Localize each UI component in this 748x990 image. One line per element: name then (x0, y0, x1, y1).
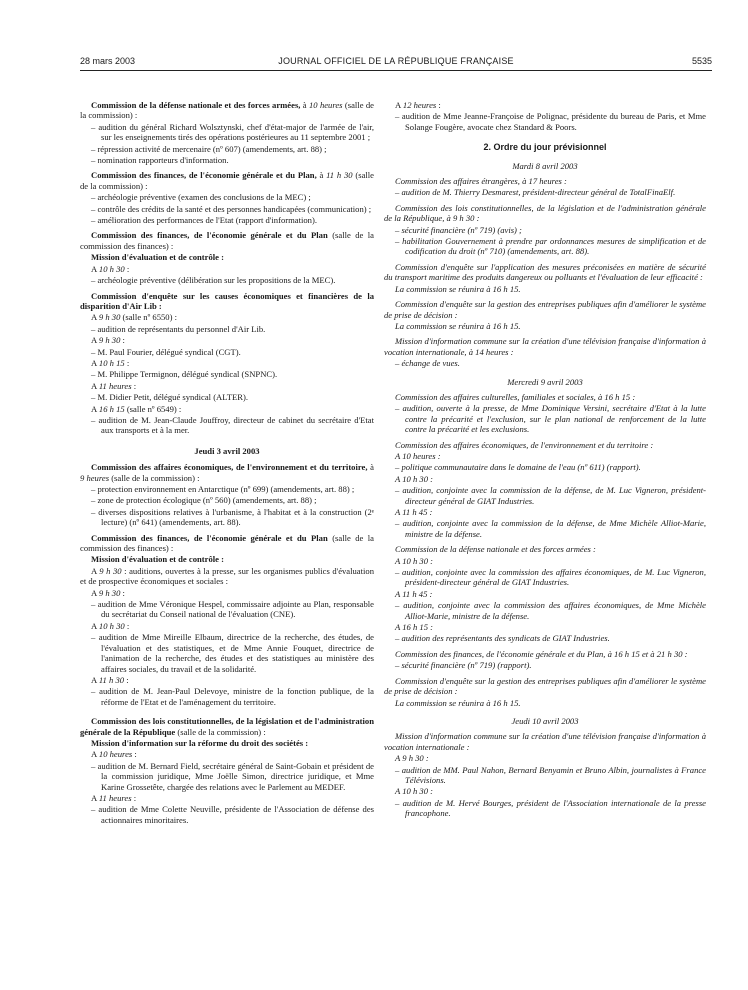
meeting-time: 10 heures (98, 749, 133, 760)
committee-heading: Commission d'enquête sur la gestion des entreprises publiques afin d'améliorer le système de prise de décision : (384, 675, 706, 697)
agenda-item: – amélioration des performances de l'Etat (rapport d'information). (91, 215, 317, 226)
committee-name: Commission des finances, de l'économie générale et du Plan (91, 230, 328, 241)
day-heading: Jeudi 3 avril 2003 (194, 445, 260, 456)
right-column (384, 100, 706, 820)
agenda-item: – audition, conjointe avec la commission des affaires économiques, de M. Luc Vigneron, président-directeur général de GIAT Industries. (395, 567, 706, 588)
meeting-note: La commission se réunira à 16 h 15. (395, 283, 521, 294)
committee-name: Commission des affaires économiques, de l'environnement et du territoire, (91, 462, 368, 473)
agenda-item: – sécurité financière (nº 719) (rapport). (395, 660, 532, 671)
committee-heading: Commission des affaires économiques, de l'environnement et du territoire : (395, 439, 654, 450)
agenda-item: – audition de MM. Paul Nahon, Bernard Benyamin et Bruno Albin, journalistes à France Télévisions. (395, 764, 706, 785)
meeting-time: A 10 h 30 : (395, 786, 434, 797)
agenda-item: – audition de M. Thierry Desmarest, président-directeur général de TotalFinaElf. (395, 187, 676, 198)
agenda-item: – audition de M. Jean-Claude Jouffroy, directeur de cabinet du secrétaire d'Etat aux transports et à la mer. (91, 414, 374, 436)
committee-heading: Commission des lois constitutionnelles, de la législation et de l'administration générale de la République, à 9 h 30 : (384, 202, 706, 224)
meeting-time: A 11 h 45 : (395, 588, 433, 599)
committee-heading: Commission des affaires étrangères, à 17 heures : (395, 176, 567, 187)
committee-heading: Mission d'information commune sur la création d'une télévision française d'information à vocation internationale : (384, 731, 706, 752)
meeting-time: 10 h 15 (98, 357, 125, 368)
agenda-item: – audition de Mme Mireille Elbaum, directrice de la recherche, des études, de l'évaluation et des statistiques, et de Mme Annie Fouquet, directrice de l'animation de la recherche, des études et des statistiques au ministère des affaires sociales, du travail et de la solidarité. (91, 632, 374, 674)
meeting-time: A 16 h 15 : (395, 622, 434, 633)
meeting-time: 12 heures (402, 100, 437, 110)
meeting-time: A 10 h 30 : (395, 473, 434, 484)
meeting-time: 16 h 15 (98, 403, 125, 414)
block-lois-constitutionnelles (384, 203, 706, 257)
meeting-time: 9 h 30 (98, 312, 121, 323)
agenda-item: – audition de représentants du personnel d'Air Lib. (91, 323, 266, 334)
agenda-item: – habilitation Gouvernement à prendre par ordonnances mesures de simplification et de codification du droit (nº 710) (amendements, art. 88). (395, 236, 706, 257)
agenda-item: – M. Philippe Termignon, délégué syndical (SNPNC). (91, 369, 278, 380)
agenda-item: – échange de vues. (395, 358, 460, 369)
day-heading: Jeudi 10 avril 2003 (511, 715, 579, 726)
meeting-time: 11 heures (98, 792, 132, 803)
mission-title: Mission d'information sur la réforme du droit des sociétés : (91, 737, 309, 748)
block-enquete-entreprises (384, 299, 706, 331)
agenda-item: – répression activité de mercenaire (nº 607) (amendements, art. 88) ; (91, 143, 327, 154)
agenda-item: – protection environnement en Antarctique (nº 699) (amendements, art. 88) ; (91, 484, 355, 494)
mission-title: Mission d'évaluation et de contrôle : (91, 252, 224, 263)
committee-name: Commission des finances, de l'économie générale et du Plan, (91, 170, 317, 181)
block-enquete-maritime (384, 262, 706, 294)
agenda-item: – audition du général Richard Wolsztynski, chef d'état-major de l'armée de l'air, sur les enseignements tirés des opérations postérieures au 11 septembre 2001 ; (91, 121, 374, 143)
committee-heading: Commission des finances, de l'économie générale et du Plan, à 16 h 15 et à 21 h 30 : (395, 648, 688, 659)
agenda-item: – audition, conjointe avec la commission de la défense, de M. Luc Vigneron, président-directeur général de GIAT Industries. (395, 485, 706, 506)
header-title: JOURNAL OFFICIEL DE LA RÉPUBLIQUE FRANÇAISE (278, 56, 514, 66)
block-air-lib: Commission d'enquête sur les causes économiques et financières de la disparition d'Air Lib : A 9 h 30 (salle nº 6550) : – audition de représentants du personnel d'Air Lib. A 9 h 30 : – M. Paul Fourier, délégué syndical (CGT). A 10 h 15 : – M. Philippe Termignon, délégué syndical (SNPNC). A 11 heures : – M. Didier Petit, délégué syndical (ALTER). A 16 h 15 (salle nº 6549) : – audition de M. Jean-Claude Jouffroy, directeur de cabinet du secrétaire d'Etat aux transports et à la mer. (80, 290, 374, 436)
agenda-item: – sécurité financière (nº 719) (avis) ; (395, 224, 522, 235)
agenda-item: – audition, conjointe avec la commission de la défense, de Mme Michèle Alliot-Marie, ministre de la défense. (395, 518, 706, 539)
meeting-time: A 10 h 30 : (395, 555, 434, 566)
block-finances-mec-2: Commission des finances, de l'économie générale et du Plan (salle de la commission des finances) : Mission d'évaluation et de contrôle : A 9 h 30 : auditions, ouvertes à la presse, sur les organismes publics d'évaluation et de prospective économiques et sociales : A 9 h 30 : – audition de Mme Véronique Hespel, commissaire adjointe au Plan, responsable du secrétariat du Conseil national de l'évaluation (CNE). A 10 h 30 : – audition de Mme Mireille Elbaum, directrice de la recherche, des études, de l'évaluation et des statistiques, et de Mme Annie Fouquet, directrice de l'animation de la recherche, des études et des statistiques au ministère des affaires sociales, du travail et de la solidarité. A 11 h 30 : – audition de M. Jean-Paul Delevoye, ministre de la fonction publique, de la réforme de l'Etat et de l'aménagement du territoire. (80, 532, 374, 707)
block-mission-television-2 (384, 731, 706, 818)
agenda-item: – audition de M. Bernard Field, secrétaire général de Saint-Gobain et président de la commission juridique, Mme Joëlle Simon, directrice juridique, et Mme Karine Grossetête, chargée des relations avec le Parlement au MEDEF. (91, 760, 374, 792)
block-affaires-economiques: Commission des affaires économiques, de l'environnement et du territoire, à 9 heures (salle de la commission) : – protection environnement en Antarctique (nº 699) (amendements, art. 88) ; – zone de protection écologique (nº 560) (amendements, art. 88) ; – diverses dispositions relatives à l'urbanisme, à l'habitat et à la construction (2ᵉ lecture) (nº 641) (amendements, art. 88). (80, 462, 374, 528)
block-continued: A 12 heures : – audition de Mme Jeanne-Françoise de Polignac, présidente du bureau de Paris, et Mme Solange Fougère, avocate chez Standard & Poors. (395, 100, 706, 132)
meeting-time: A 9 h 30 : (395, 753, 429, 764)
agenda-item: – audition, ouverte à la presse, de Mme Dominique Versini, secrétaire d'Etat à la lutte contre la précarité et l'exclusion, sur le plan national de renforcement de la lutte contre la précarité et les exclusions. (395, 403, 706, 435)
meeting-time: 10 h 30 (98, 620, 125, 631)
meeting-time: 11 h 30 (98, 674, 125, 685)
meeting-time: 9 heures (80, 472, 110, 483)
agenda-item: – audition des représentants des syndicats de GIAT Industries. (395, 633, 610, 644)
committee-name: Commission des lois constitutionnelles, de la législation et de l'administration générale de la République (80, 716, 374, 737)
page-header (80, 56, 712, 71)
committee-name: Commission d'enquête sur les causes économiques et financières de la disparition d'Air Lib : (80, 290, 374, 311)
agenda-item: – diverses dispositions relatives à l'urbanisme, à l'habitat et à la construction (2ᵉ lecture) (nº 641) (amendements, art. 88). (91, 506, 374, 528)
left-column (80, 100, 374, 826)
block-mission-television (384, 336, 706, 368)
agenda-item: – M. Didier Petit, délégué syndical (ALTER). (91, 392, 248, 403)
agenda-item: – audition de Mme Véronique Hespel, commissaire adjointe au Plan, responsable du secrétariat du Conseil national de l'évaluation (CNE). (91, 599, 374, 620)
block-defense-2 (384, 544, 706, 644)
meeting-time: A 11 h 45 : (395, 507, 433, 517)
block-affaires-etrangeres (384, 176, 706, 198)
block-lois: Commission des lois constitutionnelles, de la législation et de l'administration générale de la République (salle de la commission) : Mission d'information sur la réforme du droit des sociétés : A 10 heures : – audition de M. Bernard Field, secrétaire général de Saint-Gobain et président de la commission juridique, Mme Joëlle Simon, directrice juridique, et Mme Karine Grossetête, chargée des relations avec le Parlement au MEDEF. A 11 heures : – audition de Mme Colette Neuville, présidente de l'Association de défense des actionnaires minoritaires. (80, 716, 374, 825)
agenda-item: – audition de Mme Colette Neuville, présidente de l'Association de défense des actionnaires minoritaires. (91, 804, 374, 825)
meeting-time: 10 heures (308, 100, 343, 110)
committee-name: Commission de la défense nationale et des forces armées, (91, 100, 301, 110)
committee-name: Commission des finances, de l'économie générale et du Plan (91, 532, 328, 543)
agenda-item: – audition, conjointe avec la commission des affaires économiques, de Mme Michèle Alliot-Marie, ministre de la défense. (395, 600, 706, 621)
agenda-item: – M. Paul Fourier, délégué syndical (CGT). (91, 346, 241, 357)
day-heading: Mercredi 9 avril 2003 (507, 376, 583, 387)
header-date: 28 mars 2003 (80, 56, 136, 66)
meeting-time: 11 heures (98, 380, 132, 391)
meeting-note: La commission se réunira à 16 h 15. (395, 697, 521, 708)
block-finances-2 (384, 649, 706, 671)
agenda-item: – audition de M. Jean-Paul Delevoye, ministre de la fonction publique, de la réforme de l'Etat et de l'aménagement du territoire. (91, 686, 374, 707)
header-page-number: 5535 (691, 56, 712, 66)
agenda-item: – nomination rapporteurs d'information. (91, 155, 229, 166)
block-affaires-economiques-2 (384, 440, 706, 540)
committee-heading: Commission d'enquête sur l'application des mesures préconisées en matière de sécurité du transport maritime des produits dangereux ou polluants et l'évaluation de leur efficacité : (384, 261, 706, 283)
agenda-item: – politique communautaire dans le domaine de l'eau (nº 611) (rapport). (395, 462, 641, 473)
agenda-item: – zone de protection écologique (nº 560) (amendements, art. 88) ; (91, 495, 317, 506)
committee-heading: Commission de la défense nationale et des forces armées : (395, 544, 596, 555)
meeting-time: 10 h 30 (98, 263, 125, 274)
agenda-item: – audition de M. Hervé Bourges, président de l'Association internationale de la presse francophone. (395, 797, 706, 819)
block-finances: Commission des finances, de l'économie générale et du Plan, à 11 h 30 (salle de la commission) : – archéologie préventive (examen des conclusions de la MEC) ; – contrôle des crédits de la santé et des personnes handicapées (communication) ; – amélioration des performances de l'Etat (rapport d'information). (80, 170, 374, 226)
block-defense: Commission de la défense nationale et des forces armées, à 10 heures (salle de la commission) : – audition du général Richard Wolsztynski, chef d'état-major de l'armée de l'air, sur les enseignements tirés des opérations postérieures au 11 septembre 2001 ; – répression activité de mercenaire (nº 607) (amendements, art. 88) ; – nomination rapporteurs d'information. (80, 100, 374, 166)
agenda-item: – audition de Mme Jeanne-Françoise de Polignac, présidente du bureau de Paris, et Mme Solange Fougère, avocate chez Standard & Poors. (395, 111, 706, 132)
mission-title: Mission d'évaluation et de contrôle : (91, 554, 224, 565)
meeting-time: 11 h 30 (326, 170, 353, 181)
block-affaires-culturelles (384, 392, 706, 435)
block-enquete-entreprises-2 (384, 676, 706, 708)
day-heading: Mardi 8 avril 2003 (512, 160, 578, 171)
meeting-note: La commission se réunira à 16 h 15. (395, 320, 521, 331)
agenda-item: – contrôle des crédits de la santé et des personnes handicapées (communication) ; (91, 203, 372, 214)
agenda-item: – archéologie préventive (examen des conclusions de la MEC) ; (91, 192, 311, 203)
agenda-item: – archéologie préventive (délibération sur les propositions de la MEC). (91, 275, 336, 286)
committee-heading: Commission des affaires culturelles, familiales et sociales, à 16 h 15 : (395, 391, 636, 402)
committee-heading: Commission d'enquête sur la gestion des entreprises publiques afin d'améliorer le système de prise de décision : (384, 299, 706, 320)
section-title: 2. Ordre du jour prévisionnel (483, 142, 607, 153)
meeting-time: 9 h 30 (98, 587, 121, 598)
meeting-time: 9 h 30 (99, 565, 122, 576)
block-finances-mec: Commission des finances, de l'économie générale et du Plan (salle de la commission des finances) : Mission d'évaluation et de contrôle : A 10 h 30 : – archéologie préventive (délibération sur les propositions de la MEC). (80, 230, 374, 286)
meeting-time: A 10 heures : (395, 450, 441, 461)
committee-heading: Mission d'information commune sur la création d'une télévision française d'information à vocation internationale, à 14 heures : (384, 336, 706, 357)
meeting-time: 9 h 30 (98, 335, 121, 346)
